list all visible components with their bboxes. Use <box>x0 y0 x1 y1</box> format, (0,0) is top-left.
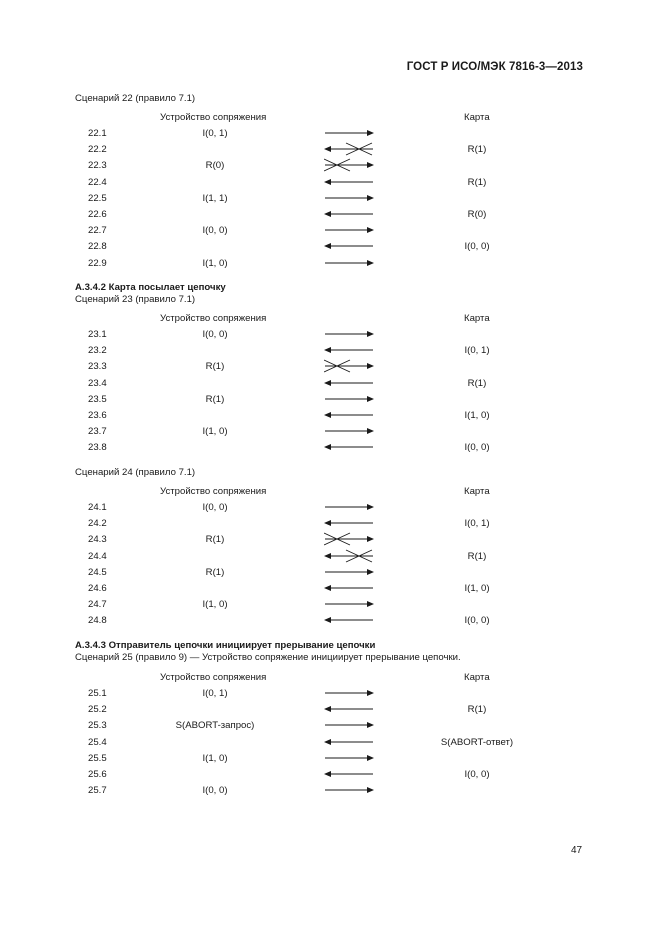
step-number: 22.5 <box>88 192 107 204</box>
step-number: 25.6 <box>88 769 107 780</box>
column-header-card: Карта <box>464 486 490 497</box>
exchange-row <box>0 785 661 801</box>
step-number: 25.3 <box>88 720 107 732</box>
arrow-left-icon <box>324 734 376 750</box>
step-number: 24.1 <box>88 502 107 513</box>
exchange-row <box>0 615 661 631</box>
page-number: 47 <box>571 845 583 856</box>
step-number: 24.3 <box>88 534 107 546</box>
scenario-title: Сценарий 23 (правило 7.1) <box>75 294 196 305</box>
card-block-label: S(ABORT-ответ) <box>440 736 514 748</box>
card-block-label: R(1) <box>467 176 487 188</box>
section-title: A.3.4.2 Карта посылает цепочку <box>75 282 226 293</box>
arrow-right-icon <box>324 326 376 342</box>
column-header-device: Устройство сопряжения <box>160 486 267 497</box>
card-block-label: I(0, 0) <box>464 241 490 253</box>
arrow-right-icon <box>324 255 376 271</box>
card-block-label: R(1) <box>467 144 487 156</box>
device-block-label: I(0, 0) <box>202 785 228 797</box>
crossed-arrow-icon <box>324 548 376 564</box>
arrow-left-icon <box>324 238 376 254</box>
device-block-label: I(1, 0) <box>202 426 228 438</box>
step-number: 22.7 <box>88 225 107 237</box>
scenario-title: Сценарий 24 (правило 7.1) <box>75 467 196 478</box>
step-number: 23.5 <box>88 393 107 405</box>
step-number: 25.5 <box>88 752 107 764</box>
card-block-label: I(0, 0) <box>464 615 490 627</box>
arrow-right-icon <box>324 596 376 612</box>
crossed-arrow-icon <box>324 157 376 173</box>
arrow-right-icon <box>324 125 376 141</box>
scenario-title: Сценарий 22 (правило 7.1) <box>75 93 196 104</box>
scenario-title: Сценарий 25 (правило 9) — Устройство сопряжение инициирует прерывание цепочки. <box>75 652 461 663</box>
device-block-label: I(0, 1) <box>202 128 228 139</box>
arrow-left-icon <box>324 342 376 358</box>
section-title: A.3.4.3 Отправитель цепочки инициирует прерывание цепочки <box>75 640 376 651</box>
card-block-label: I(0, 1) <box>464 518 490 530</box>
device-block-label: I(0, 0) <box>202 502 228 513</box>
crossed-arrow-icon <box>324 531 376 547</box>
device-block-label: I(1, 1) <box>202 192 228 204</box>
device-block-label: R(0) <box>205 160 225 172</box>
step-number: 24.6 <box>88 583 107 594</box>
card-block-label: R(1) <box>467 704 487 716</box>
arrow-right-icon <box>324 499 376 515</box>
card-block-label: R(1) <box>467 550 487 562</box>
step-number: 22.6 <box>88 209 107 220</box>
arrow-left-icon <box>324 375 376 391</box>
card-block-label: I(0, 0) <box>464 442 490 454</box>
column-header-device: Устройство сопряжения <box>160 112 267 123</box>
card-block-label: I(1, 0) <box>464 583 490 594</box>
step-number: 23.2 <box>88 345 107 357</box>
arrow-left-icon <box>324 580 376 596</box>
step-number: 23.7 <box>88 426 107 438</box>
step-number: 24.7 <box>88 599 107 611</box>
arrow-left-icon <box>324 612 376 628</box>
arrow-right-icon <box>324 782 376 798</box>
step-number: 25.2 <box>88 704 107 716</box>
step-number: 23.8 <box>88 442 107 454</box>
step-number: 23.3 <box>88 361 107 373</box>
step-number: 22.3 <box>88 160 107 172</box>
step-number: 25.1 <box>88 688 107 699</box>
step-number: 24.2 <box>88 518 107 530</box>
step-number: 23.4 <box>88 377 107 389</box>
step-number: 24.5 <box>88 566 107 578</box>
arrow-right-icon <box>324 391 376 407</box>
column-header-card: Карта <box>464 313 490 324</box>
arrow-right-icon <box>324 423 376 439</box>
step-number: 24.8 <box>88 615 107 627</box>
column-header-card: Карта <box>464 112 490 123</box>
arrow-right-icon <box>324 685 376 701</box>
device-block-label: I(1, 0) <box>202 752 228 764</box>
card-block-label: I(0, 0) <box>464 769 490 780</box>
arrow-left-icon <box>324 439 376 455</box>
device-block-label: R(1) <box>205 361 225 373</box>
device-block-label: I(0, 0) <box>202 329 228 340</box>
arrow-left-icon <box>324 407 376 423</box>
crossed-arrow-icon <box>324 358 376 374</box>
device-block-label: I(0, 1) <box>202 688 228 699</box>
column-header-card: Карта <box>464 672 490 683</box>
step-number: 22.2 <box>88 144 107 156</box>
device-block-label: I(1, 0) <box>202 599 228 611</box>
arrow-right-icon <box>324 222 376 238</box>
step-number: 22.8 <box>88 241 107 253</box>
arrow-left-icon <box>324 766 376 782</box>
arrow-left-icon <box>324 515 376 531</box>
step-number: 22.9 <box>88 257 107 269</box>
crossed-arrow-icon <box>324 141 376 157</box>
arrow-right-icon <box>324 190 376 206</box>
step-number: 22.1 <box>88 128 107 139</box>
device-block-label: I(1, 0) <box>202 257 228 269</box>
arrow-left-icon <box>324 701 376 717</box>
card-block-label: I(1, 0) <box>464 410 490 421</box>
arrow-left-icon <box>324 206 376 222</box>
step-number: 23.6 <box>88 410 107 421</box>
arrow-right-icon <box>324 717 376 733</box>
arrow-left-icon <box>324 174 376 190</box>
step-number: 24.4 <box>88 550 107 562</box>
card-block-label: R(1) <box>467 377 487 389</box>
exchange-row <box>0 442 661 458</box>
exchange-row <box>0 258 661 274</box>
card-block-label: I(0, 1) <box>464 345 490 357</box>
column-header-device: Устройство сопряжения <box>160 672 267 683</box>
arrow-right-icon <box>324 564 376 580</box>
step-number: 25.4 <box>88 736 107 748</box>
step-number: 23.1 <box>88 329 107 340</box>
device-block-label: R(1) <box>205 393 225 405</box>
document-header: ГОСТ Р ИСО/МЭК 7816-3—2013 <box>406 61 583 73</box>
step-number: 22.4 <box>88 176 107 188</box>
device-block-label: R(1) <box>205 534 225 546</box>
device-block-label: S(ABORT-запрос) <box>175 720 255 732</box>
arrow-right-icon <box>324 750 376 766</box>
device-block-label: I(0, 0) <box>202 225 228 237</box>
column-header-device: Устройство сопряжения <box>160 313 267 324</box>
card-block-label: R(0) <box>467 209 487 220</box>
step-number: 25.7 <box>88 785 107 797</box>
device-block-label: R(1) <box>205 566 225 578</box>
